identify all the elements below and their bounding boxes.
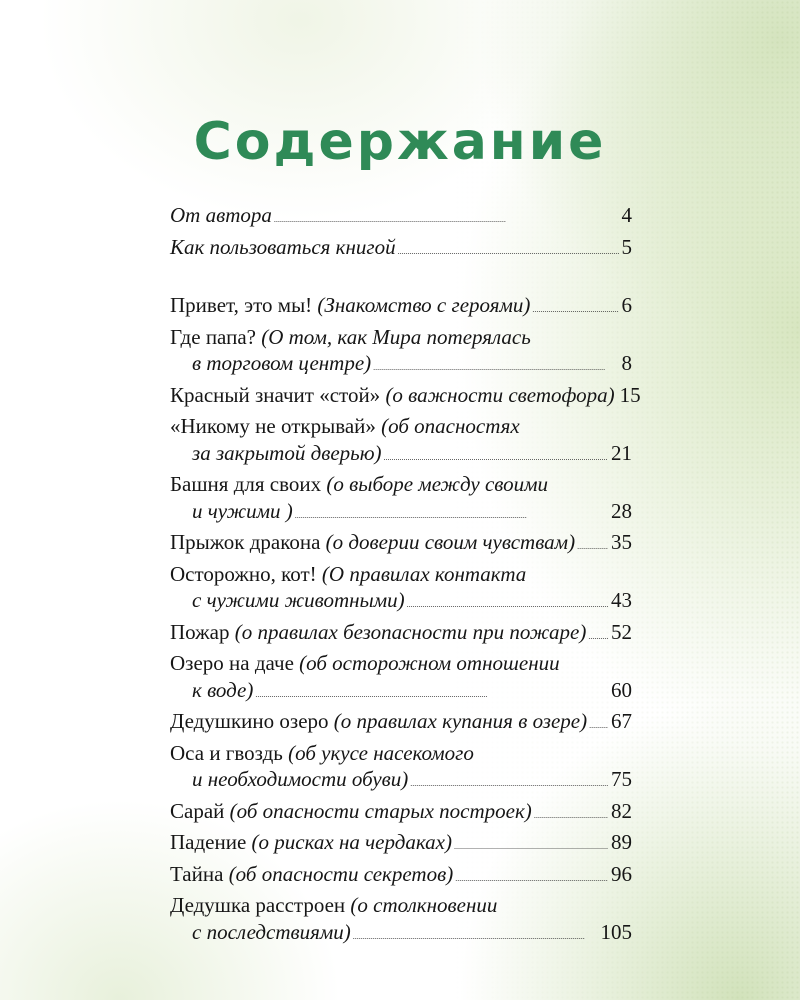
entry-title: Прыжок дракона <box>170 530 321 554</box>
entry-subtitle-continued: за закрытой дверью) <box>192 440 382 465</box>
entry-subtitle: (О том, как Мира потерялась <box>261 324 531 349</box>
entry-subtitle-continued: и чужими ) <box>192 498 293 523</box>
toc-entry[interactable] <box>170 471 632 529</box>
toc-entry[interactable] <box>170 561 632 619</box>
dot-leader <box>410 766 608 798</box>
toc-entry[interactable] <box>170 292 632 324</box>
entry-page: 21 <box>611 440 632 465</box>
toc-entry[interactable] <box>170 619 632 651</box>
table-of-contents <box>170 202 641 950</box>
entry-subtitle: (об опасности секретов) <box>228 861 454 886</box>
dot-leader <box>588 619 608 651</box>
dot-leader <box>255 677 608 709</box>
entry-page: 89 <box>611 830 632 854</box>
entry-title: Сарай <box>170 798 225 823</box>
entry-subtitle-continued: к воде) <box>192 677 254 702</box>
entry-label: От автора <box>170 203 272 227</box>
entry-title: Пожар <box>170 619 230 644</box>
toc-entry[interactable] <box>170 413 632 471</box>
toc-entry[interactable] <box>170 650 632 708</box>
entry-page: 5 <box>621 234 632 259</box>
entry-label: Как пользоваться книгой <box>170 234 396 259</box>
entry-subtitle: (о выборе между своими <box>326 472 549 496</box>
entry-subtitle: (об опасностях <box>381 414 520 438</box>
entry-subtitle: (о важности светофора) <box>385 382 615 407</box>
toc-entry[interactable] <box>170 829 632 861</box>
entry-subtitle-continued: и необходимости обуви) <box>192 767 409 791</box>
entry-page: 75 <box>611 767 632 791</box>
entry-subtitle: (об опасности старых построек) <box>229 798 532 823</box>
toc-entry[interactable] <box>170 708 632 740</box>
entry-title: Где папа? <box>170 324 256 349</box>
toc-entry[interactable] <box>170 861 632 893</box>
toc-entry-author-note[interactable] <box>170 202 632 234</box>
entry-title: Падение <box>170 830 247 854</box>
toc-entry[interactable] <box>170 798 632 830</box>
entry-page: 96 <box>611 861 632 886</box>
entry-title: Оса и гвоздь <box>170 740 283 765</box>
entry-title: Тайна <box>170 861 224 886</box>
dot-leader <box>384 440 608 472</box>
dot-leader <box>577 529 608 561</box>
entry-title: Башня для своих <box>170 472 322 496</box>
entry-subtitle: (о столкновении <box>350 893 498 917</box>
entry-title: Дедушка расстроен <box>170 893 346 917</box>
entry-page: 82 <box>611 798 632 823</box>
entry-subtitle-continued: с чужими животными) <box>192 588 405 612</box>
entry-title: Дедушкино озеро <box>170 709 329 733</box>
dot-leader <box>532 292 618 324</box>
entry-subtitle: (о рисках на чердаках) <box>251 830 452 854</box>
dot-leader <box>407 587 608 619</box>
toc-entry[interactable] <box>170 324 632 382</box>
toc-entry[interactable] <box>170 892 632 950</box>
toc-entry-how-to-use[interactable] <box>170 234 632 266</box>
toc-entry[interactable] <box>170 740 632 798</box>
entry-page: 52 <box>611 619 632 644</box>
entry-title: Осторожно, кот! <box>170 561 317 586</box>
entry-subtitle-continued: в торговом центре) <box>192 351 372 375</box>
toc-entry[interactable] <box>170 529 632 561</box>
entry-page: 4 <box>621 203 632 227</box>
entry-page: 15 <box>619 382 641 407</box>
entry-page: 60 <box>611 677 632 702</box>
dot-leader <box>274 202 619 234</box>
toc-entry[interactable] <box>170 382 641 414</box>
entry-page: 8 <box>621 351 632 375</box>
dot-leader <box>373 350 618 382</box>
entry-title: Красный значит «стой» <box>170 382 381 407</box>
dot-leader <box>454 829 608 861</box>
dot-leader <box>295 498 608 530</box>
entry-page: 67 <box>611 709 632 733</box>
entry-title: Привет, это мы! <box>170 293 313 317</box>
entry-page: 28 <box>611 498 632 523</box>
section-gap <box>170 265 632 292</box>
entry-subtitle: (об укусе насекомого <box>288 740 474 765</box>
dot-leader <box>398 234 619 266</box>
dot-leader <box>455 861 608 893</box>
entry-page: 105 <box>600 919 632 944</box>
entry-page: 43 <box>611 588 632 612</box>
entry-subtitle: (Знакомство с героями) <box>317 293 531 317</box>
entry-subtitle-continued: с последствиями) <box>192 919 351 944</box>
entry-title: «Никому не открывай» <box>170 414 376 438</box>
entry-subtitle: (о доверии своим чувствам) <box>325 530 576 554</box>
dot-leader <box>353 919 598 951</box>
entry-subtitle: (о правилах купания в озере) <box>333 709 588 733</box>
entry-page: 35 <box>611 530 632 554</box>
dot-leader <box>534 798 608 830</box>
entry-subtitle: (об осторожном отношении <box>299 651 560 675</box>
entry-page: 6 <box>621 293 632 317</box>
dot-leader <box>589 708 608 740</box>
entry-subtitle: (о правилах безопасности при пожаре) <box>234 619 587 644</box>
entry-subtitle: (О правилах контакта <box>321 561 527 586</box>
page-title: Содержание <box>193 112 607 172</box>
entry-title: Озеро на даче <box>170 651 294 675</box>
